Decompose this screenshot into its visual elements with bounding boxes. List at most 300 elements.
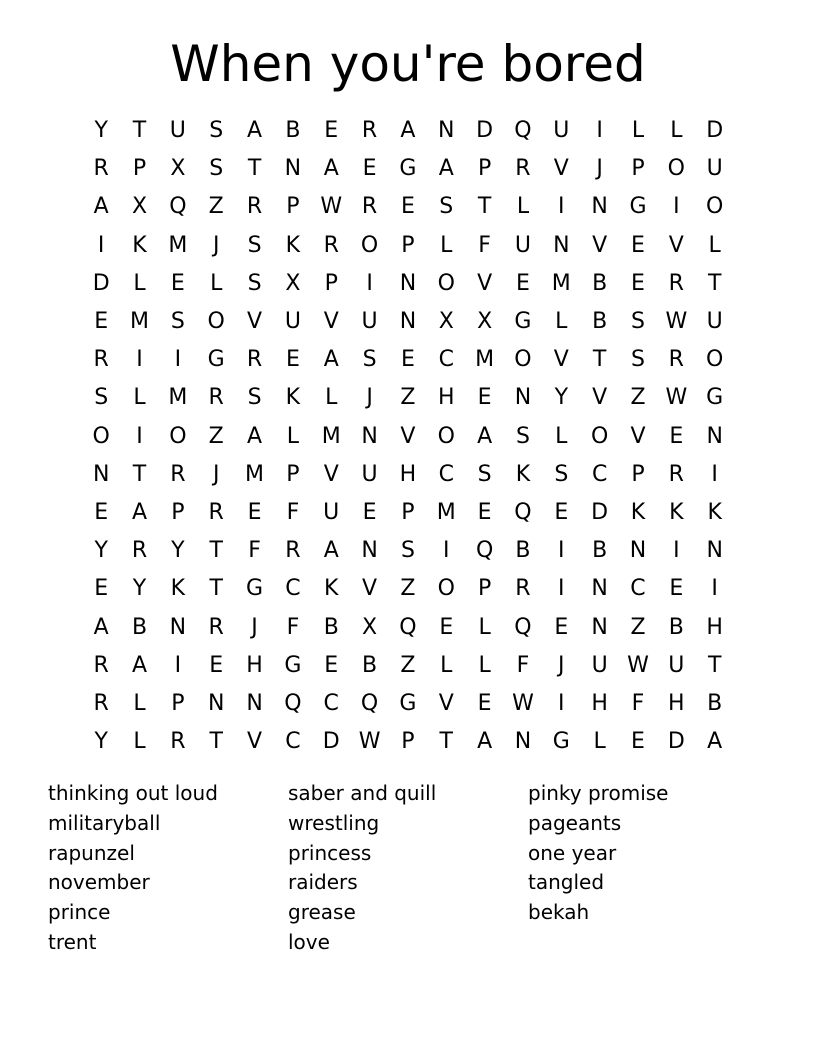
grid-letter: T xyxy=(707,270,722,296)
word-list-item: tangled xyxy=(528,870,605,895)
grid-letter: E xyxy=(170,270,185,296)
grid-letter: H xyxy=(668,690,685,716)
grid-letter: L xyxy=(210,270,223,296)
word-list-item: trent xyxy=(48,929,97,954)
grid-letter: N xyxy=(169,614,187,640)
grid-letter: L xyxy=(555,309,568,335)
grid-letter: V xyxy=(592,232,608,258)
grid-letter: C xyxy=(285,576,301,602)
grid-letter: S xyxy=(400,538,415,564)
grid-letter: S xyxy=(554,461,569,487)
grid-letter: J xyxy=(558,652,565,678)
grid-letter: N xyxy=(706,538,723,564)
word-list-item: love xyxy=(288,929,330,954)
grid-letter: A xyxy=(131,499,148,525)
grid-letter: H xyxy=(706,614,723,640)
grid-letter: G xyxy=(629,194,647,220)
grid-letter: I xyxy=(558,194,565,220)
grid-letter: S xyxy=(362,347,377,373)
grid-letter: P xyxy=(401,232,415,258)
grid-letter: C xyxy=(630,576,646,602)
grid-letter: J xyxy=(596,156,603,182)
grid-letter: R xyxy=(668,270,684,296)
grid-letter: E xyxy=(324,652,339,678)
grid-letter: L xyxy=(133,729,146,755)
grid-letter: U xyxy=(591,652,608,678)
grid-letter: E xyxy=(631,232,645,258)
grid-letter: P xyxy=(324,270,338,296)
word-list-item: pinky promise xyxy=(528,781,669,805)
grid-letter: I xyxy=(673,538,680,564)
grid-letter: D xyxy=(92,270,110,296)
grid-letter: L xyxy=(478,652,491,678)
grid-letter: I xyxy=(366,270,373,296)
grid-letter: U xyxy=(323,499,340,525)
grid-letter: M xyxy=(321,423,341,449)
grid-letter: V xyxy=(323,309,339,335)
grid-letter: M xyxy=(168,385,188,411)
grid-letter: O xyxy=(169,423,187,449)
grid-letter: Z xyxy=(208,423,224,449)
word-list-item: pageants xyxy=(528,810,622,835)
word-list-item: princess xyxy=(288,840,372,865)
grid-letter: C xyxy=(285,729,301,755)
grid-letter: O xyxy=(437,576,455,602)
grid-letter: L xyxy=(286,423,300,449)
grid-letter: E xyxy=(439,614,454,640)
grid-letter: A xyxy=(131,652,148,678)
word-list xyxy=(48,779,768,958)
grid-letter: V xyxy=(247,729,263,755)
grid-letter: D xyxy=(706,118,724,144)
grid-letter: E xyxy=(631,729,645,755)
grid-letter: K xyxy=(669,499,684,525)
grid-letter: I xyxy=(558,538,565,564)
letter-grid xyxy=(82,112,734,761)
grid-letter: U xyxy=(668,652,685,678)
grid-letter: W xyxy=(512,690,534,716)
grid-letter: Y xyxy=(94,118,108,144)
grid-letter: R xyxy=(208,614,224,640)
grid-letter: A xyxy=(707,729,723,755)
grid-row xyxy=(82,227,734,265)
grid-letter: L xyxy=(440,232,453,258)
grid-letter: B xyxy=(592,309,608,335)
grid-letter: C xyxy=(323,690,339,716)
grid-letter: S xyxy=(209,118,224,144)
grid-letter: Z xyxy=(630,614,646,640)
grid-letter: I xyxy=(97,232,105,258)
grid-letter: B xyxy=(592,538,608,564)
grid-letter: F xyxy=(248,538,261,564)
grid-letter: T xyxy=(477,194,492,220)
grid-letter: H xyxy=(437,385,455,411)
grid-letter: S xyxy=(631,347,645,373)
grid-letter: R xyxy=(93,652,109,678)
grid-letter: V xyxy=(438,690,454,716)
page-title: When you're bored xyxy=(170,35,646,93)
grid-letter: R xyxy=(361,118,378,144)
grid-letter: R xyxy=(170,461,186,487)
word-list-item: grease xyxy=(288,900,356,925)
grid-row xyxy=(82,532,734,570)
grid-letter: J xyxy=(251,614,258,640)
grid-letter: L xyxy=(555,423,568,449)
grid-letter: E xyxy=(631,270,645,296)
grid-letter: G xyxy=(399,156,417,182)
grid-letter: T xyxy=(132,118,147,144)
grid-letter: L xyxy=(133,270,146,296)
grid-letter: L xyxy=(133,385,146,411)
grid-letter: R xyxy=(515,156,531,182)
grid-letter: S xyxy=(477,461,492,487)
grid-letter: M xyxy=(551,270,571,296)
grid-letter: U xyxy=(706,156,723,182)
grid-letter: V xyxy=(668,232,684,258)
grid-letter: O xyxy=(706,347,724,373)
grid-letter: V xyxy=(592,385,608,411)
grid-letter: L xyxy=(325,385,338,411)
grid-row xyxy=(82,494,734,532)
grid-letter: Q xyxy=(514,614,532,640)
grid-letter: A xyxy=(247,118,263,144)
grid-letter: O xyxy=(360,232,379,258)
grid-letter: S xyxy=(209,156,224,182)
word-list-item: thinking out loud xyxy=(48,781,218,805)
grid-letter: V xyxy=(247,309,263,335)
grid-letter: I xyxy=(174,347,182,373)
grid-letter: U xyxy=(361,309,378,335)
word-list-item: militaryball xyxy=(48,810,161,835)
grid-letter: D xyxy=(476,118,494,144)
grid-letter: P xyxy=(132,156,147,182)
grid-letter: K xyxy=(285,232,301,258)
grid-letter: V xyxy=(323,461,339,487)
grid-letter: U xyxy=(706,309,723,335)
grid-letter: K xyxy=(630,499,646,525)
grid-letter: P xyxy=(286,461,300,487)
grid-letter: V xyxy=(400,423,416,449)
grid-letter: M xyxy=(436,499,456,525)
grid-letter: E xyxy=(94,576,109,602)
grid-letter: E xyxy=(554,614,569,640)
grid-letter: G xyxy=(514,309,532,335)
grid-letter: K xyxy=(285,385,301,411)
grid-letter: D xyxy=(322,729,340,755)
grid-letter: A xyxy=(438,156,454,182)
grid-letter: O xyxy=(207,309,225,335)
grid-letter: K xyxy=(707,499,722,525)
grid-letter: L xyxy=(133,690,146,716)
grid-letter: A xyxy=(323,347,339,373)
grid-letter: N xyxy=(207,690,225,716)
grid-letter: Q xyxy=(475,538,494,564)
grid-row xyxy=(82,188,734,226)
grid-letter: W xyxy=(627,652,649,678)
grid-letter: U xyxy=(514,232,531,258)
grid-letter: D xyxy=(667,729,685,755)
word-column xyxy=(48,779,288,958)
grid-letter: R xyxy=(93,347,109,373)
grid-letter: E xyxy=(94,309,109,335)
grid-letter: N xyxy=(629,538,647,564)
grid-letter: R xyxy=(668,461,684,487)
grid-letter: F xyxy=(631,690,645,716)
grid-letter: R xyxy=(170,729,186,755)
grid-letter: L xyxy=(440,652,453,678)
grid-letter: P xyxy=(286,194,300,220)
word-column xyxy=(288,779,528,958)
grid-row xyxy=(82,647,734,685)
grid-letter: F xyxy=(286,614,300,640)
word-list-item: wrestling xyxy=(288,810,380,835)
grid-letter: E xyxy=(554,499,569,525)
grid-letter: Z xyxy=(208,194,224,220)
grid-letter: Q xyxy=(360,690,379,716)
grid-letter: L xyxy=(593,729,606,755)
grid-letter: F xyxy=(286,499,300,525)
grid-letter: Z xyxy=(400,652,416,678)
grid-letter: Y xyxy=(554,385,569,411)
grid-letter: Y xyxy=(94,729,108,755)
grid-row xyxy=(82,265,734,303)
grid-letter: Z xyxy=(630,385,646,411)
grid-letter: D xyxy=(591,499,609,525)
grid-letter: L xyxy=(516,194,530,220)
grid-letter: O xyxy=(667,156,685,182)
grid-letter: B xyxy=(285,118,301,144)
grid-letter: A xyxy=(323,538,339,564)
grid-letter: Q xyxy=(284,690,302,716)
grid-letter: Q xyxy=(399,614,417,640)
word-list-item: bekah xyxy=(528,900,590,925)
grid-letter: Q xyxy=(514,118,532,144)
grid-letter: Y xyxy=(132,576,147,602)
grid-letter: P xyxy=(631,156,645,182)
grid-letter: T xyxy=(209,576,223,602)
word-list-item: saber and quill xyxy=(288,781,437,805)
grid-letter: R xyxy=(131,538,148,564)
grid-letter: P xyxy=(477,576,492,602)
grid-letter: R xyxy=(323,232,339,258)
grid-letter: N xyxy=(399,270,417,296)
grid-letter: S xyxy=(247,270,262,296)
grid-letter: A xyxy=(323,156,339,182)
grid-letter: T xyxy=(707,652,722,678)
grid-letter: X xyxy=(170,156,186,182)
grid-letter: E xyxy=(362,156,377,182)
grid-letter: E xyxy=(285,347,300,373)
grid-letter: E xyxy=(477,690,492,716)
grid-letter: O xyxy=(437,270,455,296)
grid-letter: E xyxy=(400,194,415,220)
grid-letter: P xyxy=(401,499,415,525)
grid-letter: N xyxy=(92,461,110,487)
grid-letter: C xyxy=(438,461,454,487)
grid-letter: M xyxy=(168,232,188,258)
grid-letter: A xyxy=(477,423,493,449)
grid-letter: X xyxy=(477,309,493,335)
grid-letter: N xyxy=(438,118,455,144)
grid-letter: A xyxy=(400,118,416,144)
grid-row xyxy=(82,379,734,417)
grid-row xyxy=(82,418,734,456)
grid-letter: N xyxy=(591,194,608,220)
grid-letter: E xyxy=(400,347,415,373)
grid-letter: N xyxy=(361,423,378,449)
grid-letter: K xyxy=(324,576,339,602)
grid-letter: J xyxy=(212,461,220,487)
grid-letter: P xyxy=(401,729,415,755)
grid-row xyxy=(82,341,734,379)
grid-letter: V xyxy=(553,347,569,373)
grid-letter: E xyxy=(324,118,339,144)
word-list-item: prince xyxy=(48,900,111,925)
grid-letter: M xyxy=(245,461,265,487)
grid-letter: E xyxy=(477,499,492,525)
grid-letter: W xyxy=(358,729,381,755)
grid-letter: H xyxy=(246,652,263,678)
grid-letter: K xyxy=(515,461,531,487)
grid-letter: E xyxy=(477,385,492,411)
grid-letter: S xyxy=(631,309,645,335)
grid-letter: T xyxy=(592,347,607,373)
grid-letter: I xyxy=(558,690,565,716)
grid-letter: W xyxy=(320,194,343,220)
grid-letter: I xyxy=(711,576,718,602)
grid-letter: O xyxy=(92,423,110,449)
grid-letter: N xyxy=(591,614,608,640)
word-column xyxy=(528,779,768,958)
grid-letter: I xyxy=(558,576,565,602)
grid-row xyxy=(82,570,734,608)
grid-letter: B xyxy=(323,614,339,640)
grid-letter: H xyxy=(399,461,417,487)
grid-letter: X xyxy=(438,309,454,335)
grid-letter: C xyxy=(591,461,608,487)
grid-letter: F xyxy=(478,232,491,258)
grid-letter: O xyxy=(706,194,724,220)
grid-letter: S xyxy=(170,309,185,335)
grid-letter: E xyxy=(669,423,684,449)
grid-letter: E xyxy=(669,576,684,602)
word-list-item: one year xyxy=(528,840,617,865)
grid-letter: T xyxy=(247,156,262,182)
word-list-item: rapunzel xyxy=(48,840,135,865)
grid-letter: L xyxy=(631,118,645,144)
grid-letter: T xyxy=(209,538,223,564)
grid-letter: Q xyxy=(169,194,187,220)
grid-letter: R xyxy=(285,538,301,564)
word-list-item: november xyxy=(48,870,150,895)
grid-letter: M xyxy=(475,347,495,373)
grid-letter: G xyxy=(207,347,225,373)
grid-letter: O xyxy=(514,347,532,373)
grid-letter: P xyxy=(477,156,492,182)
grid-letter: B xyxy=(362,652,378,678)
grid-letter: F xyxy=(516,652,530,678)
grid-letter: N xyxy=(399,309,417,335)
grid-letter: I xyxy=(596,118,603,144)
grid-letter: V xyxy=(553,156,569,182)
grid-letter: Y xyxy=(94,538,108,564)
grid-letter: W xyxy=(665,385,688,411)
grid-letter: B xyxy=(131,614,148,640)
grid-letter: K xyxy=(132,232,147,258)
grid-letter: X xyxy=(131,194,148,220)
grid-letter: N xyxy=(246,690,263,716)
grid-letter: N xyxy=(361,538,378,564)
grid-letter: B xyxy=(668,614,684,640)
grid-letter: A xyxy=(247,423,263,449)
grid-letter: T xyxy=(209,729,223,755)
grid-letter: G xyxy=(246,576,264,602)
grid-row xyxy=(82,456,734,494)
grid-letter: U xyxy=(361,461,378,487)
grid-letter: E xyxy=(247,499,262,525)
grid-letter: Z xyxy=(400,385,416,411)
grid-letter: O xyxy=(590,423,609,449)
grid-letter: A xyxy=(93,194,109,220)
grid-letter: R xyxy=(208,499,224,525)
grid-row xyxy=(82,112,734,150)
grid-letter: X xyxy=(362,614,378,640)
grid-letter: T xyxy=(132,461,147,487)
grid-letter: C xyxy=(438,347,454,373)
grid-letter: N xyxy=(284,156,302,182)
grid-letter: P xyxy=(171,690,185,716)
grid-letter: N xyxy=(553,232,570,258)
grid-letter: R xyxy=(93,156,109,182)
grid-letter: K xyxy=(170,576,186,602)
grid-letter: E xyxy=(209,652,224,678)
grid-row xyxy=(82,685,734,723)
grid-letter: S xyxy=(247,385,262,411)
grid-letter: R xyxy=(246,194,263,220)
grid-letter: T xyxy=(439,729,453,755)
grid-letter: N xyxy=(591,576,608,602)
grid-letter: V xyxy=(477,270,493,296)
grid-letter: G xyxy=(706,385,724,411)
grid-letter: Q xyxy=(514,499,532,525)
grid-letter: R xyxy=(515,576,531,602)
grid-letter: J xyxy=(366,385,373,411)
grid-letter: V xyxy=(630,423,646,449)
grid-letter: U xyxy=(169,118,186,144)
grid-letter: R xyxy=(208,385,224,411)
grid-letter: N xyxy=(514,385,532,411)
grid-letter: R xyxy=(668,347,684,373)
grid-letter: V xyxy=(362,576,378,602)
grid-letter: U xyxy=(553,118,570,144)
grid-letter: Z xyxy=(400,576,416,602)
grid-letter: A xyxy=(93,614,109,640)
word-list-item: raiders xyxy=(288,870,358,895)
grid-letter: E xyxy=(516,270,530,296)
grid-letter: S xyxy=(439,194,454,220)
grid-letter: L xyxy=(708,232,721,258)
grid-letter: A xyxy=(477,729,493,755)
grid-letter: X xyxy=(285,270,301,296)
grid-letter: P xyxy=(631,461,645,487)
grid-letter: H xyxy=(591,690,608,716)
grid-letter: I xyxy=(174,652,182,678)
grid-letter: E xyxy=(362,499,377,525)
grid-letter: L xyxy=(478,614,491,640)
grid-letter: G xyxy=(552,729,570,755)
grid-letter: S xyxy=(247,232,262,258)
grid-letter: N xyxy=(514,729,532,755)
